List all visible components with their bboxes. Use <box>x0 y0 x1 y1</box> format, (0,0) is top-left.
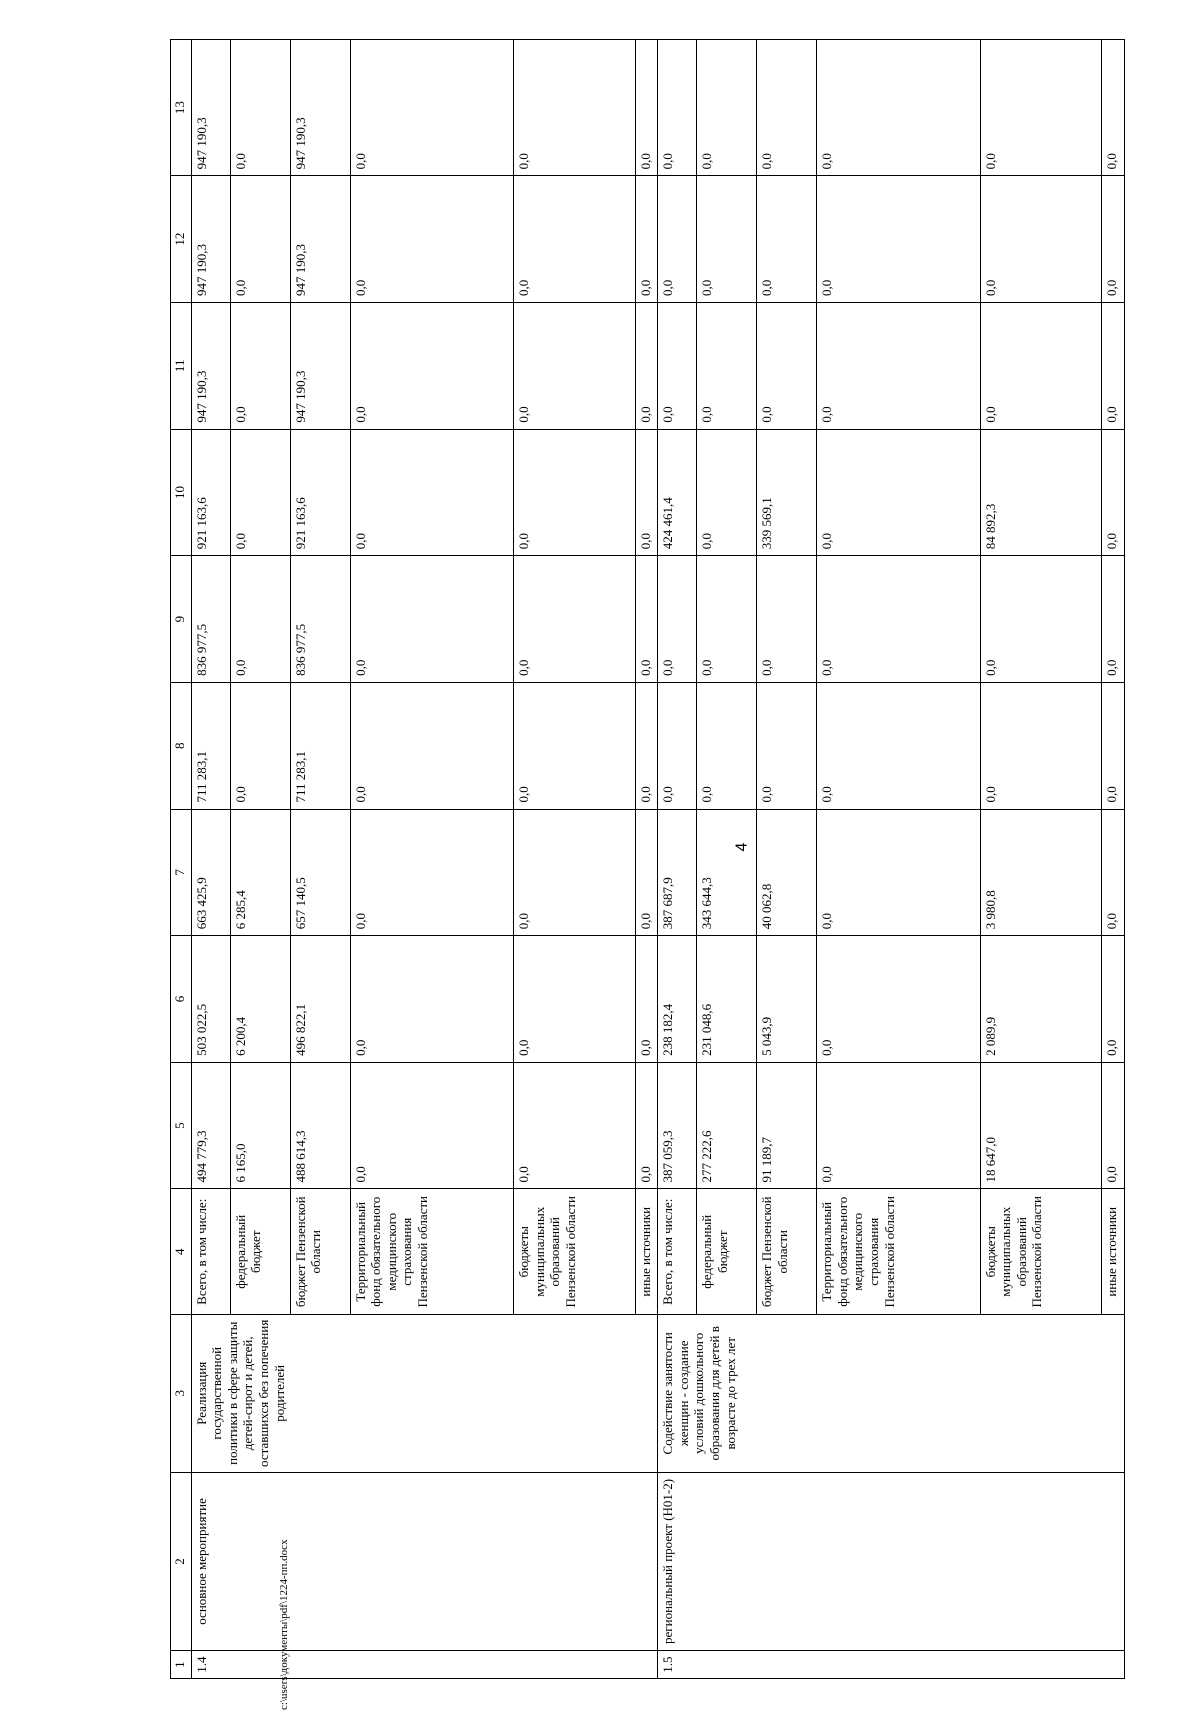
amount-cell: 0,0 <box>1102 809 1125 936</box>
amount-cell: 0,0 <box>635 40 657 176</box>
funding-source-label: бюджет Пензенской области <box>290 1189 350 1315</box>
funding-source-label: иные источники <box>1102 1189 1125 1315</box>
column-number-row <box>171 40 192 1679</box>
amount-cell: 0,0 <box>658 302 697 429</box>
amount-cell: 0,0 <box>697 682 757 809</box>
measure-type-cell: региональный проект (Н01-2) <box>658 1472 1125 1651</box>
amount-cell: 0,0 <box>817 302 980 429</box>
measure-code-cell: 1.5 <box>658 1651 1125 1679</box>
column-number-cell: 12 <box>171 176 192 303</box>
column-number-cell: 2 <box>171 1472 192 1651</box>
amount-cell: 0,0 <box>513 176 635 303</box>
amount-cell: 0,0 <box>513 936 635 1063</box>
column-number-cell: 1 <box>171 1651 192 1679</box>
amount-cell: 0,0 <box>817 682 980 809</box>
funding-source-label: федеральный бюджет <box>697 1189 757 1315</box>
column-number-cell: 7 <box>171 809 192 936</box>
amount-cell: 0,0 <box>1102 429 1125 556</box>
funding-source-label: Всего, в том числе: <box>191 1189 230 1315</box>
amount-cell: 0,0 <box>757 176 817 303</box>
amount-cell: 657 140,5 <box>290 809 350 936</box>
amount-cell: 0,0 <box>230 176 290 303</box>
amount-cell: 424 461,4 <box>658 429 697 556</box>
amount-cell: 0,0 <box>658 556 697 683</box>
column-number-cell: 5 <box>171 1062 192 1189</box>
amount-cell: 0,0 <box>635 809 657 936</box>
amount-cell: 0,0 <box>230 556 290 683</box>
amount-cell: 0,0 <box>817 936 980 1063</box>
funding-source-label: бюджеты муниципальных образований Пензенской области <box>513 1189 635 1315</box>
amount-cell: 0,0 <box>757 302 817 429</box>
amount-cell: 947 190,3 <box>191 40 230 176</box>
amount-cell: 0,0 <box>817 1062 980 1189</box>
amount-cell: 921 163,6 <box>290 429 350 556</box>
amount-cell: 921 163,6 <box>191 429 230 556</box>
amount-cell: 0,0 <box>1102 1062 1125 1189</box>
budget-table <box>170 39 1125 1679</box>
column-number-cell: 4 <box>171 1189 192 1315</box>
amount-cell: 0,0 <box>350 1062 513 1189</box>
amount-cell: 18 647,0 <box>980 1062 1102 1189</box>
funding-source-label: Территориальный фонд обязательного медицинского страхования Пензенской области <box>350 1189 513 1315</box>
amount-cell: 5 043,9 <box>757 936 817 1063</box>
amount-cell: 0,0 <box>350 936 513 1063</box>
amount-cell: 0,0 <box>757 40 817 176</box>
amount-cell: 3 980,8 <box>980 809 1102 936</box>
amount-cell: 0,0 <box>697 40 757 176</box>
amount-cell: 0,0 <box>697 556 757 683</box>
amount-cell: 0,0 <box>635 302 657 429</box>
funding-source-label: Всего, в том числе: <box>658 1189 697 1315</box>
amount-cell: 0,0 <box>513 682 635 809</box>
amount-cell: 0,0 <box>757 682 817 809</box>
column-number-cell: 10 <box>171 429 192 556</box>
amount-cell: 0,0 <box>697 429 757 556</box>
amount-cell: 947 190,3 <box>290 302 350 429</box>
amount-cell: 0,0 <box>658 682 697 809</box>
amount-cell: 0,0 <box>658 40 697 176</box>
amount-cell: 0,0 <box>817 809 980 936</box>
amount-cell: 0,0 <box>513 302 635 429</box>
amount-cell: 0,0 <box>980 682 1102 809</box>
budget-table-container <box>170 39 1125 1679</box>
amount-cell: 231 048,6 <box>697 936 757 1063</box>
funding-source-label: бюджет Пензенской области <box>757 1189 817 1315</box>
funding-source-label: бюджеты муниципальных образований Пензенской области <box>980 1189 1102 1315</box>
column-number-cell: 8 <box>171 682 192 809</box>
funding-source-label: иные источники <box>635 1189 657 1315</box>
amount-cell: 0,0 <box>817 429 980 556</box>
amount-cell: 0,0 <box>980 302 1102 429</box>
amount-cell: 0,0 <box>635 556 657 683</box>
page-number: 4 <box>733 842 751 852</box>
amount-cell: 0,0 <box>230 302 290 429</box>
amount-cell: 0,0 <box>697 302 757 429</box>
amount-cell: 0,0 <box>513 556 635 683</box>
amount-cell: 2 089,9 <box>980 936 1102 1063</box>
amount-cell: 488 614,3 <box>290 1062 350 1189</box>
amount-cell: 947 190,3 <box>191 176 230 303</box>
amount-cell: 277 222,6 <box>697 1062 757 1189</box>
amount-cell: 0,0 <box>350 809 513 936</box>
amount-cell: 0,0 <box>513 809 635 936</box>
column-number-cell: 9 <box>171 556 192 683</box>
amount-cell: 0,0 <box>1102 176 1125 303</box>
amount-cell: 0,0 <box>757 556 817 683</box>
amount-cell: 496 822,1 <box>290 936 350 1063</box>
amount-cell: 663 425,9 <box>191 809 230 936</box>
footer-file-path: c:\users\документы\pdf\1224-пп.docx <box>278 1539 290 1710</box>
amount-cell: 0,0 <box>350 302 513 429</box>
amount-cell: 947 190,3 <box>191 302 230 429</box>
amount-cell: 339 569,1 <box>757 429 817 556</box>
amount-cell: 0,0 <box>635 176 657 303</box>
measure-name-cell: Реализация государственной политики в сфере защиты детей-сирот и детей, оставшихся без попечения родителей <box>191 1315 658 1473</box>
amount-cell: 6 165,0 <box>230 1062 290 1189</box>
amount-cell: 0,0 <box>350 429 513 556</box>
amount-cell: 0,0 <box>980 40 1102 176</box>
amount-cell: 0,0 <box>350 40 513 176</box>
amount-cell: 0,0 <box>1102 556 1125 683</box>
amount-cell: 0,0 <box>817 176 980 303</box>
amount-cell: 0,0 <box>513 429 635 556</box>
amount-cell: 503 022,5 <box>191 936 230 1063</box>
amount-cell: 494 779,3 <box>191 1062 230 1189</box>
amount-cell: 947 190,3 <box>290 176 350 303</box>
measure-name-cell: Содействие занятости женщин - создание условий дошкольного образования для детей в возрасте до трех лет <box>658 1315 1125 1473</box>
amount-cell: 6 200,4 <box>230 936 290 1063</box>
column-number-cell: 11 <box>171 302 192 429</box>
amount-cell: 836 977,5 <box>290 556 350 683</box>
amount-cell: 238 182,4 <box>658 936 697 1063</box>
amount-cell: 0,0 <box>513 40 635 176</box>
funding-source-label: Территориальный фонд обязательного медицинского страхования Пензенской области <box>817 1189 980 1315</box>
amount-cell: 40 062,8 <box>757 809 817 936</box>
amount-cell: 947 190,3 <box>290 40 350 176</box>
amount-cell: 0,0 <box>1102 40 1125 176</box>
funding-source-label: федеральный бюджет <box>230 1189 290 1315</box>
amount-cell: 0,0 <box>980 556 1102 683</box>
column-number-cell: 13 <box>171 40 192 176</box>
column-number-cell: 3 <box>171 1315 192 1473</box>
amount-cell: 836 977,5 <box>191 556 230 683</box>
amount-cell: 0,0 <box>980 176 1102 303</box>
measure-type-cell: основное мероприятие <box>191 1472 658 1651</box>
table-row <box>191 40 230 1679</box>
amount-cell: 0,0 <box>658 176 697 303</box>
amount-cell: 0,0 <box>1102 682 1125 809</box>
amount-cell: 343 644,3 <box>697 809 757 936</box>
amount-cell: 0,0 <box>1102 302 1125 429</box>
amount-cell: 0,0 <box>230 40 290 176</box>
amount-cell: 0,0 <box>513 1062 635 1189</box>
amount-cell: 0,0 <box>230 429 290 556</box>
amount-cell: 387 687,9 <box>658 809 697 936</box>
amount-cell: 0,0 <box>817 40 980 176</box>
amount-cell: 6 285,4 <box>230 809 290 936</box>
amount-cell: 387 059,3 <box>658 1062 697 1189</box>
amount-cell: 711 283,1 <box>191 682 230 809</box>
amount-cell: 84 892,3 <box>980 429 1102 556</box>
amount-cell: 91 189,7 <box>757 1062 817 1189</box>
column-number-cell: 6 <box>171 936 192 1063</box>
amount-cell: 0,0 <box>350 176 513 303</box>
amount-cell: 0,0 <box>350 556 513 683</box>
amount-cell: 0,0 <box>350 682 513 809</box>
amount-cell: 711 283,1 <box>290 682 350 809</box>
amount-cell: 0,0 <box>230 682 290 809</box>
amount-cell: 0,0 <box>697 176 757 303</box>
amount-cell: 0,0 <box>1102 936 1125 1063</box>
amount-cell: 0,0 <box>635 429 657 556</box>
measure-code-cell: 1.4 <box>191 1651 658 1679</box>
amount-cell: 0,0 <box>635 936 657 1063</box>
amount-cell: 0,0 <box>635 682 657 809</box>
amount-cell: 0,0 <box>635 1062 657 1189</box>
table-row <box>658 40 697 1679</box>
amount-cell: 0,0 <box>817 556 980 683</box>
